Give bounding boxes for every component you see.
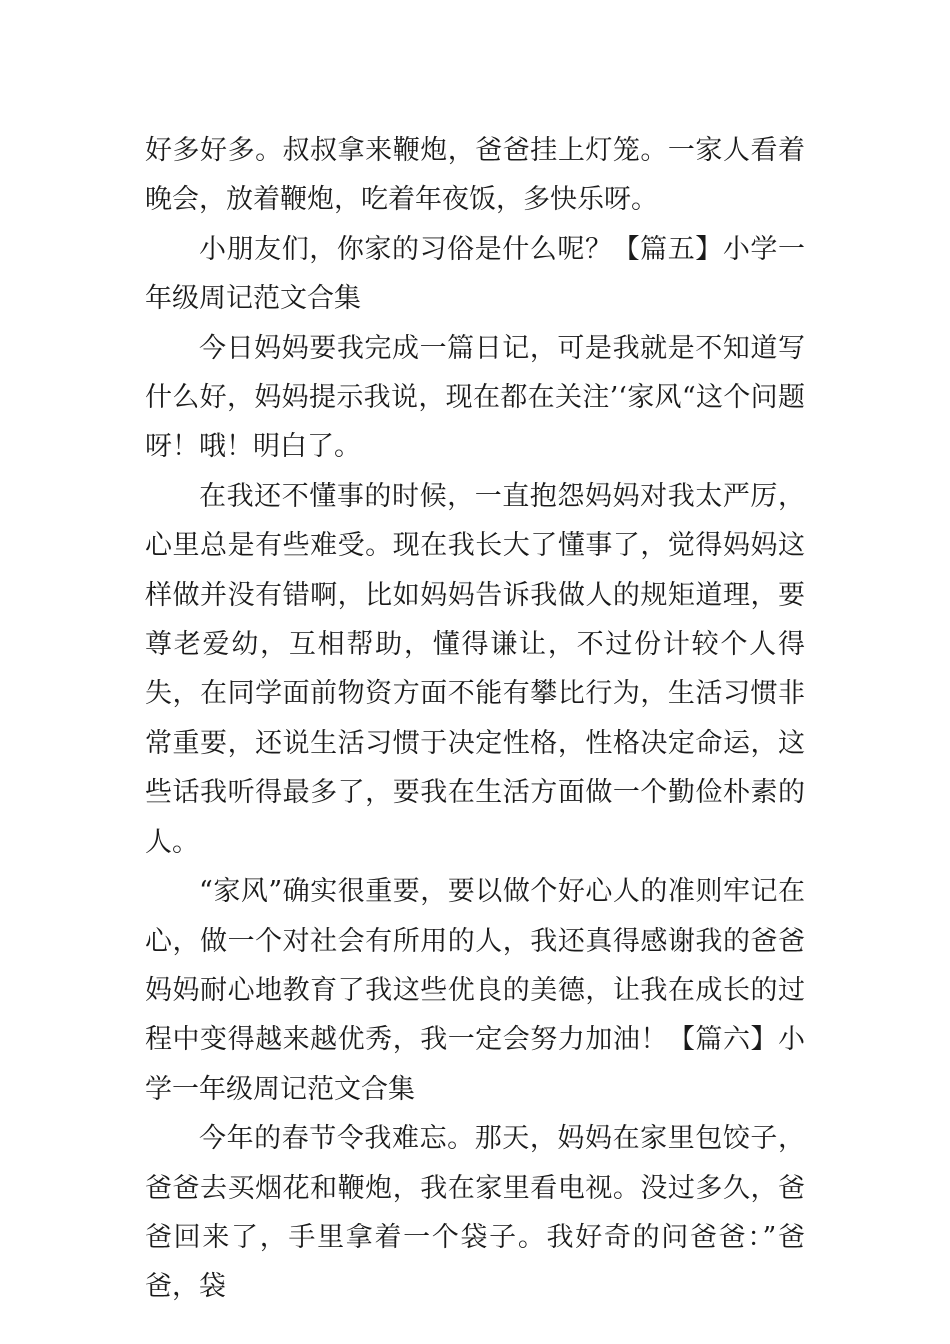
paragraph: 今日妈妈要我完成一篇日记，可是我就是不知道写什么好，妈妈提示我说，现在都在关注’‘家风“这个问题呀！哦！明白了。 [145,332,805,463]
paragraph-continuation: 好多好多。叔叔拿来鞭炮，爸爸挂上灯笼。一家人看着晚会，放着鞭炮，吃着年夜饭，多快乐呀。 [145,135,805,216]
paragraph: 在我还不懂事的时候，一直抱怨妈妈对我太严厉，心里总是有些难受。现在我长大了懂事了，觉得妈妈这样做并没有错啊，比如妈妈告诉我做人的规矩道理，要尊老爱幼，互相帮助，懂得谦让，不过份计较个人得失，在同学面前物资方面不能有攀比行为，生活习惯非常重要，还说生活习惯于决定性格，性格决定命运，这些话我听得最多了，要我在生活方面做一个勤俭朴素的人。 [145,480,805,858]
paragraph: “家风”确实很重要，要以做个好心人的准则牢记在心，做一个对社会有所用的人，我还真得感谢我的爸爸妈妈耐心地教育了我这些优良的美德，让我在成长的过程中变得越来越优秀，我一定会努力加油！【篇六】小学一年级周记范文合集 [145,876,805,1105]
paragraph: 今年的春节令我难忘。那天，妈妈在家里包饺子，爸爸去买烟花和鞭炮，我在家里看电视。没过多久，爸爸回来了，手里拿着一个袋子。我好奇的问爸爸：”爸爸，袋 [145,1123,805,1303]
paragraph: 小朋友们，你家的习俗是什么呢？【篇五】小学一年级周记范文合集 [145,233,805,315]
document-body [145,126,805,1312]
